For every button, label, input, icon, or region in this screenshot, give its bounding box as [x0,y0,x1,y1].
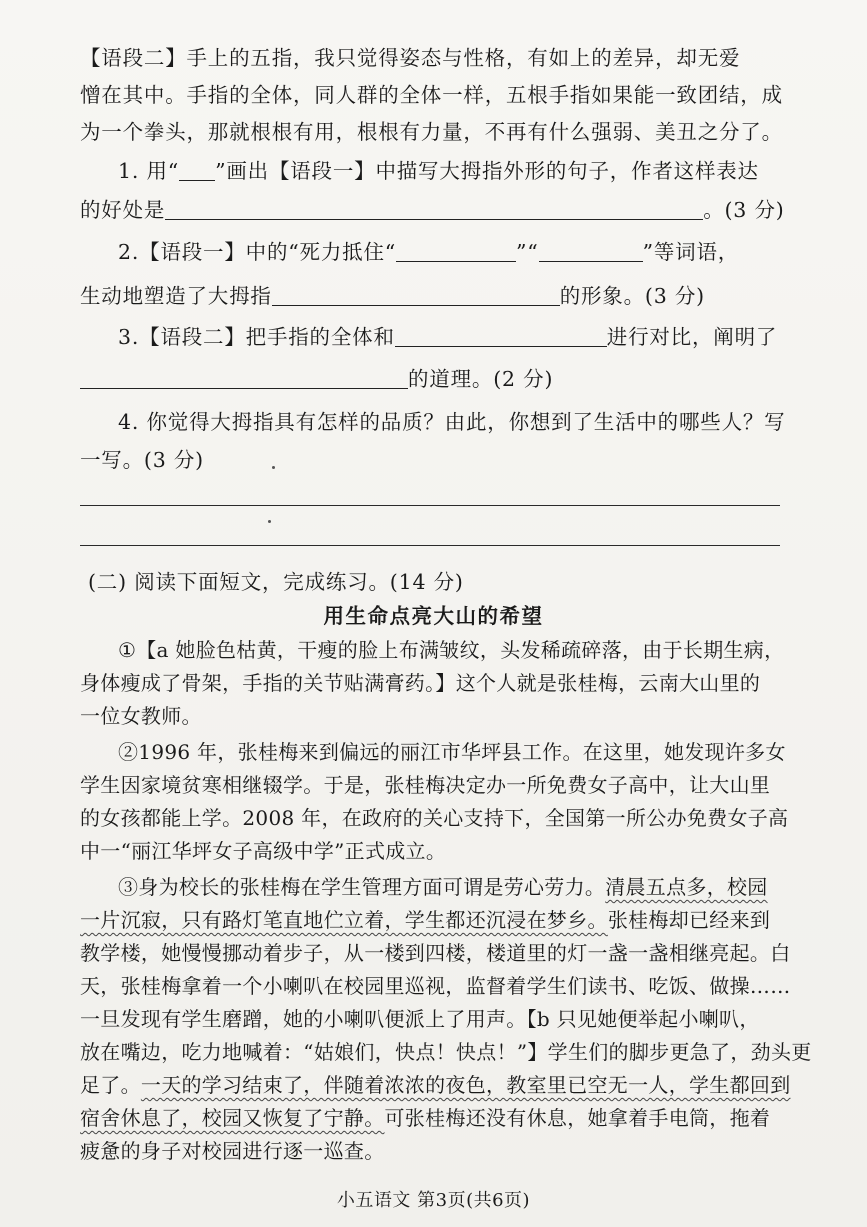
article-line: ①【a 她脸色枯黄，干瘦的脸上布满皱纹，头发稀疏碎落，由于长期生病， [118,638,785,662]
wavy-underlined-text: 清晨五点多，校园 [605,875,768,899]
question-2-line-2 [80,284,787,308]
speck [272,466,275,469]
article-line: 教学楼，她慢慢挪动着步子，从一楼到四楼，楼道里的灯一盏一盏相继亮起。白 [80,941,791,965]
wavy-underlined-text: 一天的学习结束了，伴随着浓浓的夜色，教室里已空无一人，学生都回到 [140,1073,791,1097]
question-2-score: 的形象。(3 分) [559,284,705,308]
article-line: 一位女教师。 [80,704,202,728]
article-title: 用生命点亮大山的希望 [323,604,544,628]
question-2-text-b: ”“ [516,240,539,264]
answer-blank-q3-1[interactable] [395,326,607,347]
article-line [118,875,787,899]
passage-line: 【语段二】手上的五指，我只觉得姿态与性格，有如上的差异，却无爱 [80,46,741,70]
wavy-underlined-text: 一片沉寂，只有路灯笔直地伫立着，学生都还沉浸在梦乡。 [80,908,608,932]
question-4: 4. 你觉得大拇指具有怎样的品质？由此，你想到了生活中的哪些人？写 [118,410,786,434]
question-3-line-2 [80,367,787,391]
article-text: 张桂梅却已经来到 [607,908,771,932]
article-line: 疲惫的身子对校园进行逐一巡查。 [80,1139,385,1163]
question-1 [118,159,787,183]
article-line: ②1996 年，张桂梅来到偏远的丽江市华坪县工作。在这里，她发现许多女 [118,740,786,764]
question-2-text-a: 2.【语段一】中的“死力抵住“ [118,240,397,264]
page-footer: 小五语文 第3页(共6页) [336,1190,531,1211]
question-3-score: 的道理。(2 分) [408,367,554,391]
question-1-text-b: ”画出【语段一】中描写大拇指外形的句子，作者这样表达 [215,159,759,183]
answer-blank-q2-1[interactable] [396,241,516,262]
wavy-underlined-text: 宿舍休息了，校园又恢复了宁静。 [80,1106,385,1130]
question-3 [118,325,787,349]
article-line: 中一“丽江华坪女子高级中学”正式成立。 [80,839,447,863]
question-3-text-a: 3.【语段二】把手指的全体和 [118,325,395,349]
passage-line: 憎在其中。手指的全体，同人群的全体一样，五根手指如果能一致团结，成 [80,83,783,107]
answer-blank-q3-2[interactable] [80,368,408,389]
answer-line-q4-2[interactable] [80,545,780,546]
question-2-text-d: 生动地塑造了大拇指 [80,284,272,308]
question-2-text-c: ”等词语， [642,240,740,264]
article-line: 天，张桂梅拿着一个小喇叭在校园里巡视，监督着学生们读书、吃饭、做操…… [80,974,791,998]
answer-blank-q2-2[interactable] [539,241,643,262]
article-text: ③身为校长的张桂梅在学生管理方面可谓是劳心劳力。 [118,875,606,899]
article-line: 一旦发现有学生磨蹭，她的小喇叭便派上了用声。【b 只见她便举起小喇叭， [80,1007,760,1031]
question-1-line-2 [80,198,787,222]
article-line: 学生因家境贫寒相继辍学。于是，张桂梅决定办一所免费女子高中，让大山里 [80,773,771,797]
question-3-text-b: 进行对比，阐明了 [606,325,778,349]
passage-line: 为一个拳头，那就根根有用，根根有力量，不再有什么强弱、美丑之分了。 [80,120,783,144]
article-line [80,1073,791,1097]
question-2 [118,240,787,264]
underline-sample [179,160,215,181]
article-text: 足了。 [80,1073,141,1097]
question-4-line-2: 一写。(3 分) [80,448,204,472]
question-1-score: 。(3 分) [703,198,785,222]
speck [268,520,271,523]
article-line [80,908,787,932]
answer-blank-q1[interactable] [165,199,703,220]
answer-line-q4-1[interactable] [80,505,780,506]
article-line: 的女孩都能上学。2008 年，在政府的关心支持下，全国第一所公办免费女子高 [80,806,789,830]
question-1-text-c: 的好处是 [80,198,166,222]
section-heading: (二) 阅读下面短文，完成练习。(14 分) [88,570,464,594]
article-line [80,1106,787,1130]
article-text: 可张桂梅还没有休息，她拿着手电筒，拖着 [384,1106,771,1130]
article-line: 放在嘴边，吃力地喊着：“姑娘们，快点！快点！”】学生们的脚步更急了，劲头更 [80,1040,812,1064]
answer-blank-q2-3[interactable] [272,285,560,306]
question-1-text-a: 1. 用“ [118,159,180,183]
article-line: 身体瘦成了骨架，手指的关节贴满膏药。】这个人就是张桂梅，云南大山里的 [80,671,761,695]
